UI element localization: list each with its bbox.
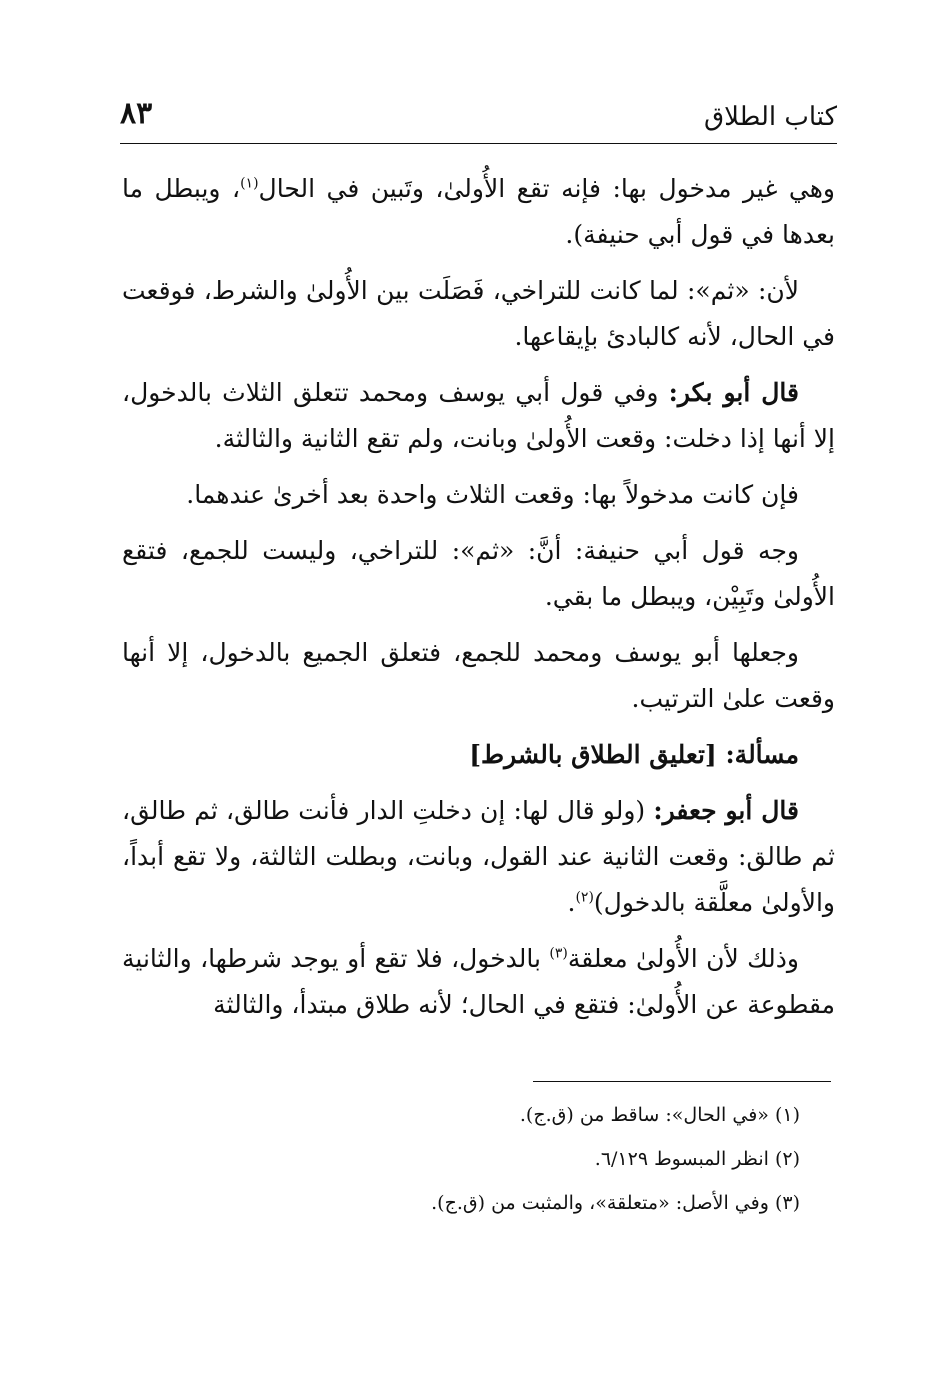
paragraph-text: (ولو قال لها: إن دخلتِ الدار فأنت طالق، ثم طالق، ثم طالق: وقعت الثانية عند القول، وبانت، وبطلت الثالثة، ولا تقع أبداً، والأولىٰ معلَّقة بالدخول) — [122, 796, 835, 917]
paragraph-lead: قال أبو بكر: — [668, 378, 800, 407]
paragraph — [122, 936, 835, 1028]
footnote-separator — [533, 1081, 831, 1082]
heading-text: مسألة: [تعليق الطلاق بالشرط] — [469, 740, 799, 769]
header-rule — [120, 143, 837, 144]
paragraph-text: وجه قول أبي حنيفة: أنَّ: «ثم»: للتراخي، وليست للجمع، فتقع الأُولىٰ وتَبِيْن، ويبطل ما بقي. — [122, 536, 835, 611]
paragraph-text: وذلك لأن الأُولىٰ معلقة — [567, 944, 800, 973]
footnote-item: (٢) انظر المبسوط ٦/١٢٩. — [594, 1148, 800, 1170]
paragraph-text: فإن كانت مدخولاً بها: وقعت الثلاث واحدة بعد أخرىٰ عندهما. — [186, 480, 799, 509]
paragraph — [122, 788, 835, 926]
paragraph — [122, 268, 835, 360]
running-header — [120, 92, 837, 142]
main-text — [122, 166, 835, 1038]
paragraph — [122, 630, 835, 722]
footnote-item: (١) «في الحال»: ساقط من (ق.ج). — [519, 1104, 800, 1126]
footnote-ref: (١) — [240, 175, 259, 192]
paragraph-tail: بالدخول، فلا تقع أو يوجد شرطها، والثانية مقطوعة عن الأُولىٰ: فتقع في الحال؛ لأنه طلاق مبتدأ، والثالثة — [122, 944, 835, 1019]
running-title: كتاب الطلاق — [703, 102, 837, 132]
paragraph-tail: . — [567, 888, 576, 917]
paragraph-tail: ، ويبطل ما بعدها في قول أبي حنيفة). — [122, 174, 835, 249]
paragraph-text: وجعلها أبو يوسف ومحمد للجمع، فتعلق الجميع بالدخول، إلا أنها وقعت علىٰ الترتيب. — [122, 638, 835, 713]
section-heading — [122, 732, 835, 778]
paragraph-lead: قال أبو جعفر: — [653, 796, 799, 825]
footnote-ref: (٢) — [575, 889, 594, 906]
paragraph — [122, 472, 835, 518]
footnote-item: (٣) وفي الأصل: «متعلقة»، والمثبت من (ق.ج). — [431, 1192, 800, 1214]
paragraph-text: لأن: «ثم»: لما كانت للتراخي، فَصَلَت بين الأُولىٰ والشرط، فوقعت في الحال، لأنه كالبادئ بإيقاعها. — [122, 276, 835, 351]
footnote-ref: (٣) — [549, 945, 568, 962]
paragraph — [122, 166, 835, 258]
footnotes — [270, 1093, 830, 1225]
page-number: ٨٣ — [120, 96, 153, 131]
paragraph — [122, 370, 835, 462]
paragraph — [122, 528, 835, 620]
paragraph-text: وهي غير مدخول بها: فإنه تقع الأُولىٰ، وتَبين في الحال — [258, 174, 835, 203]
paragraph-text: وفي قول أبي يوسف ومحمد تتعلق الثلاث بالدخول، إلا أنها إذا دخلت: وقعت الأُولىٰ وبانت، ولم تقع الثانية والثالثة. — [122, 378, 835, 453]
